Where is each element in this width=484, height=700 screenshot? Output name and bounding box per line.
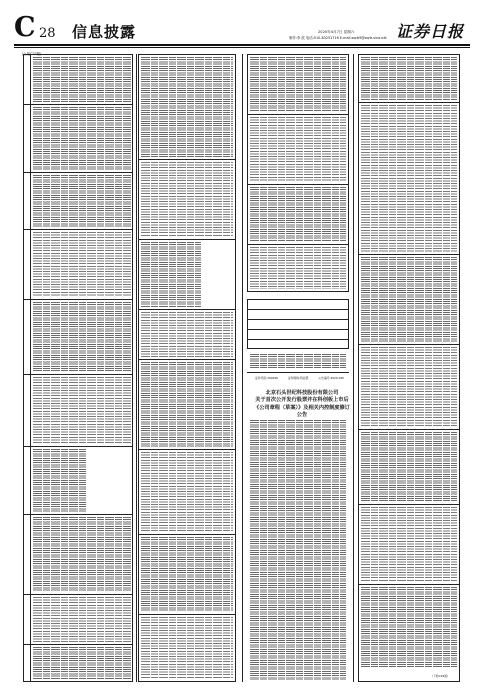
table-label-column bbox=[23, 54, 31, 682]
body-text bbox=[33, 517, 131, 592]
announcement-title-line: 关于首次公开发行股票并在科创板上市后 bbox=[255, 397, 349, 404]
continued-to: (下转C29版) bbox=[432, 674, 449, 678]
body-text bbox=[141, 242, 201, 307]
body-text bbox=[33, 107, 131, 170]
body-text bbox=[141, 617, 233, 679]
column-2 bbox=[138, 54, 236, 682]
page-number: 28 bbox=[39, 26, 56, 41]
header-rule bbox=[14, 44, 470, 46]
column-divider bbox=[242, 54, 243, 682]
body-text bbox=[33, 377, 131, 444]
body-text bbox=[141, 312, 233, 357]
body-text bbox=[361, 105, 457, 252]
body-text bbox=[361, 57, 457, 100]
column-1 bbox=[23, 54, 133, 682]
column-4 bbox=[358, 54, 460, 682]
stock-name: 证券简称:利亚德 bbox=[287, 376, 309, 380]
announcement-body bbox=[250, 420, 346, 680]
column-divider bbox=[353, 54, 354, 682]
body-text bbox=[33, 647, 131, 680]
body-text bbox=[33, 302, 131, 372]
announcement-title-line: 北京石头世纪科技股份有限公司 bbox=[265, 390, 339, 396]
body-text bbox=[361, 257, 457, 342]
body-text bbox=[33, 232, 131, 297]
body-text bbox=[33, 57, 131, 103]
notice-number: 公告编号:2020-030 bbox=[318, 376, 344, 380]
stock-code: 证券代码:300296 bbox=[255, 376, 278, 380]
column-divider bbox=[136, 54, 137, 682]
body-text bbox=[361, 432, 457, 502]
body-text bbox=[361, 587, 457, 667]
section-letter: C bbox=[14, 12, 36, 43]
body-text bbox=[250, 187, 346, 242]
data-table bbox=[247, 299, 349, 349]
body-text bbox=[141, 362, 233, 447]
body-text bbox=[33, 449, 87, 512]
body-text bbox=[250, 117, 346, 182]
header-rule-thin bbox=[14, 47, 470, 48]
date-line: 2020年4月7日 星期六 bbox=[318, 30, 355, 34]
page-header bbox=[0, 0, 484, 56]
body-text bbox=[361, 507, 457, 582]
body-text bbox=[141, 452, 233, 532]
body-text bbox=[33, 175, 131, 227]
body-text bbox=[141, 162, 233, 237]
announcement-title-line: 《公司章程（草案）》及相关内控制度修订 bbox=[254, 404, 350, 411]
editor-line: 制作:李 波 电话:010-83251716 E-mail:zqrb9@zqrb.sina.net bbox=[289, 36, 387, 40]
body-text bbox=[250, 57, 346, 112]
announcement-title bbox=[254, 390, 350, 420]
announcement-title-line: 公告 bbox=[296, 412, 308, 419]
section-title: 信息披露 bbox=[72, 23, 137, 41]
body-text bbox=[250, 354, 346, 369]
column-3 bbox=[247, 54, 349, 682]
body-text bbox=[361, 347, 457, 427]
continued-from: (上接C27版) bbox=[22, 52, 42, 56]
body-text bbox=[141, 537, 233, 612]
masthead-logo: 证券日报 bbox=[396, 22, 465, 41]
announcement-meta bbox=[255, 376, 349, 380]
body-text bbox=[250, 247, 346, 289]
body-text bbox=[33, 597, 131, 642]
body-text bbox=[141, 57, 233, 157]
